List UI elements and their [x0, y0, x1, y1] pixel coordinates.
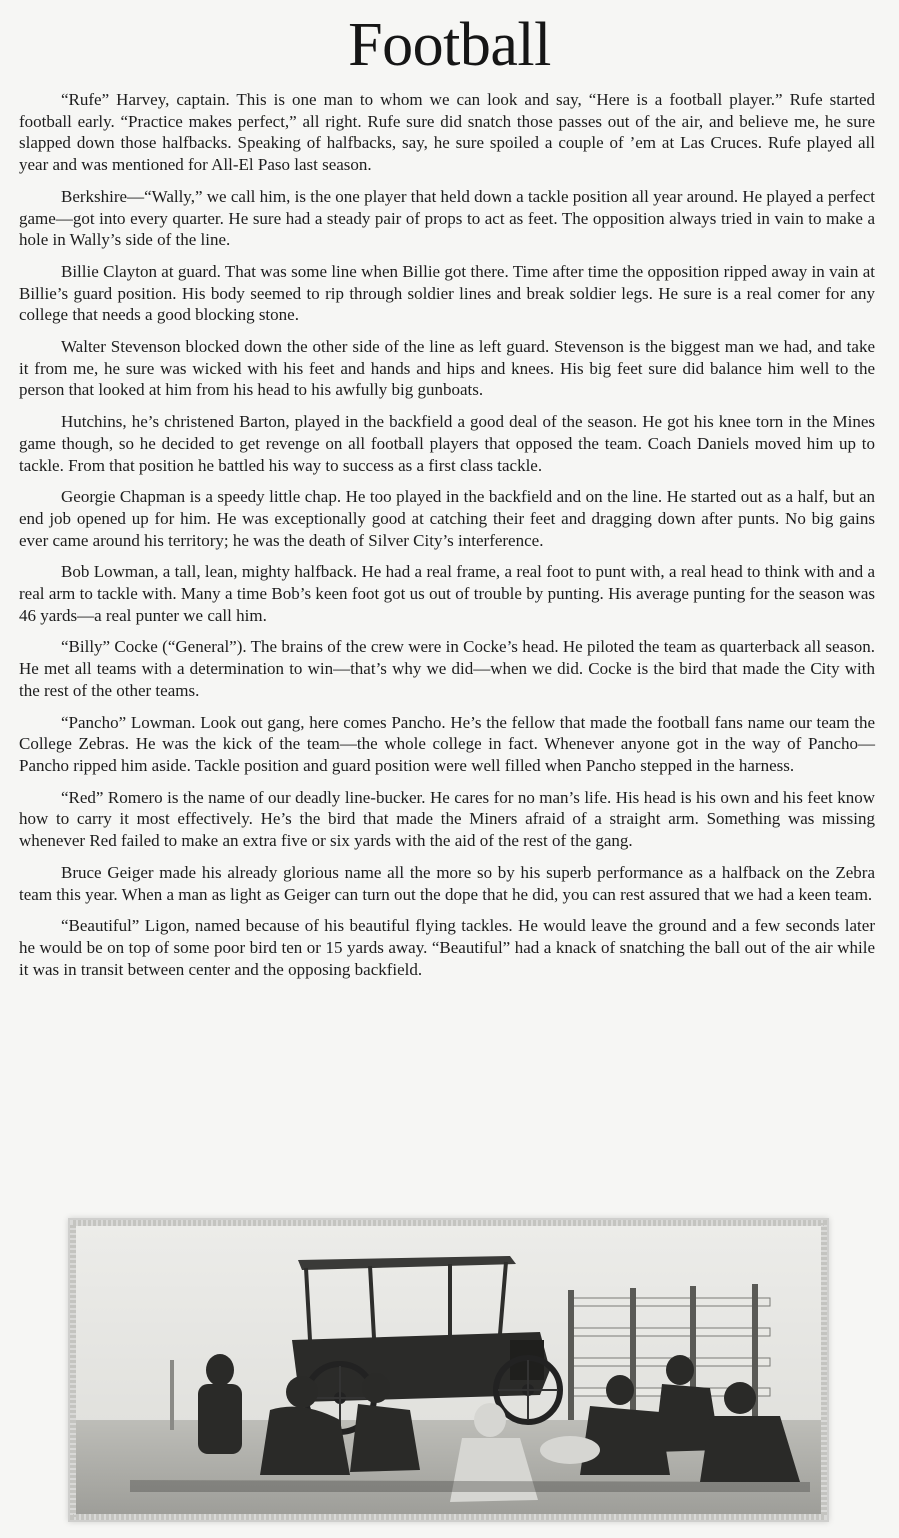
paragraph-billie-clayton: Billie Clayton at guard. That was some line when Billie got there. Time after time the opposition ripped away in vain at Billie’s guard position. His body seemed to rip through soldier lines and break soldier legs. He sure is a real comer for any college that needs a good blocking stone.	[19, 261, 875, 325]
page-title: Football	[348, 11, 551, 79]
paragraph-billy-cocke: “Billy” Cocke (“General”). The brains of the crew were in Cocke’s head. He piloted the team as quarterback all season. He met all teams with a determination to win—that’s why we did—when we did. Cocke is the bird that made the City with the rest of the other teams.	[19, 637, 875, 700]
team-photo	[70, 1220, 827, 1520]
article-body	[19, 89, 875, 990]
paragraph-red-romero: “Red” Romero is the name of our deadly line-bucker. He cares for no man’s life. His head is his own and his feet know how to carry it most effectively. He’s the bird that made the Miners afraid of a straight arm. Something was missing whenever Red failed to make an extra five or six yards with the aid of the rest of the gang.	[19, 787, 875, 851]
paragraph-walter-stevenson: Walter Stevenson blocked down the other side of the line as left guard. Stevenson is the biggest man we had, and take it from me, he sure was wicked with his feet and hands and hips and knees. His big feet sure did balance him well to the person that looked at him from his head to his awfully big gunboats.	[19, 337, 875, 400]
paragraph-bruce-geiger: Bruce Geiger made his already glorious name all the more so by his superb performance as a halfback on the Zebra team this year. When a man as light as Geiger can turn out the dope that he did, you can rest assured that we had a keen team.	[19, 862, 875, 904]
paragraph-georgie-chapman: Georgie Chapman is a speedy little chap. He too played in the backfield and on the line. He started out as a half, but an end job opened up for him. He was exceptionally good at catching their feet and dragging down after punts. No big gains ever came around his territory; he was the death of Silver City’s interference.	[19, 487, 875, 550]
paragraph-bob-lowman: Bob Lowman, a tall, lean, mighty halfback. He had a real frame, a real foot to punt with, a real head to think with and a real arm to tackle with. Many a time Bob’s keen foot got us out of trouble by punting. His average punting for the season was 46 yards—a real punter we call him.	[19, 562, 875, 625]
paragraph-hutchins: Hutchins, he’s christened Barton, played in the backfield a good deal of the season. He got his knee torn in the Mines game though, so he decided to get revenge on all football players that opposed the team. Coach Daniels moved him up to tackle. From that position he battled his way to success as a first class tackle.	[19, 412, 875, 475]
team-photo-illustration	[70, 1220, 827, 1520]
paragraph-pancho-lowman: “Pancho” Lowman. Look out gang, here comes Pancho. He’s the fellow that made the football fans name our team the College Zebras. He was the kick of the team—the whole college in fact. Whenever anyone got in the way of Pancho—Pancho ripped him aside. Tackle position and guard position were well filled when Pancho stepped in the harness.	[19, 712, 875, 775]
paragraph-berkshire: Berkshire—“Wally,” we call him, is the one player that held down a tackle position all year around. He played a perfect game—got into every quarter. He sure had a steady pair of props to act as feet. The opposition always tried in vain to make a hole in Wally’s side of the line.	[19, 186, 875, 250]
paragraph-rufe-harvey: “Rufe” Harvey, captain. This is one man to whom we can look and say, “Here is a football player.” Rufe started football early. “Practice makes perfect,” all right. Rufe sure did snatch those passes out of the air, and believe me, he sure slapped down those halfbacks. Speaking of halfbacks, say, he sure spoiled a couple of ’em at Las Cruces. Rufe played all year and was mentioned for All-El Paso last season.	[19, 90, 875, 175]
paragraph-beautiful-ligon: “Beautiful” Ligon, named because of his beautiful flying tackles. He would leave the ground and a few seconds later he would be on top of some poor bird ten or 15 yards away. “Beautiful” had a knack of snatching the ball out of the air while it was in transit between center and the opposing backfield.	[19, 916, 875, 979]
